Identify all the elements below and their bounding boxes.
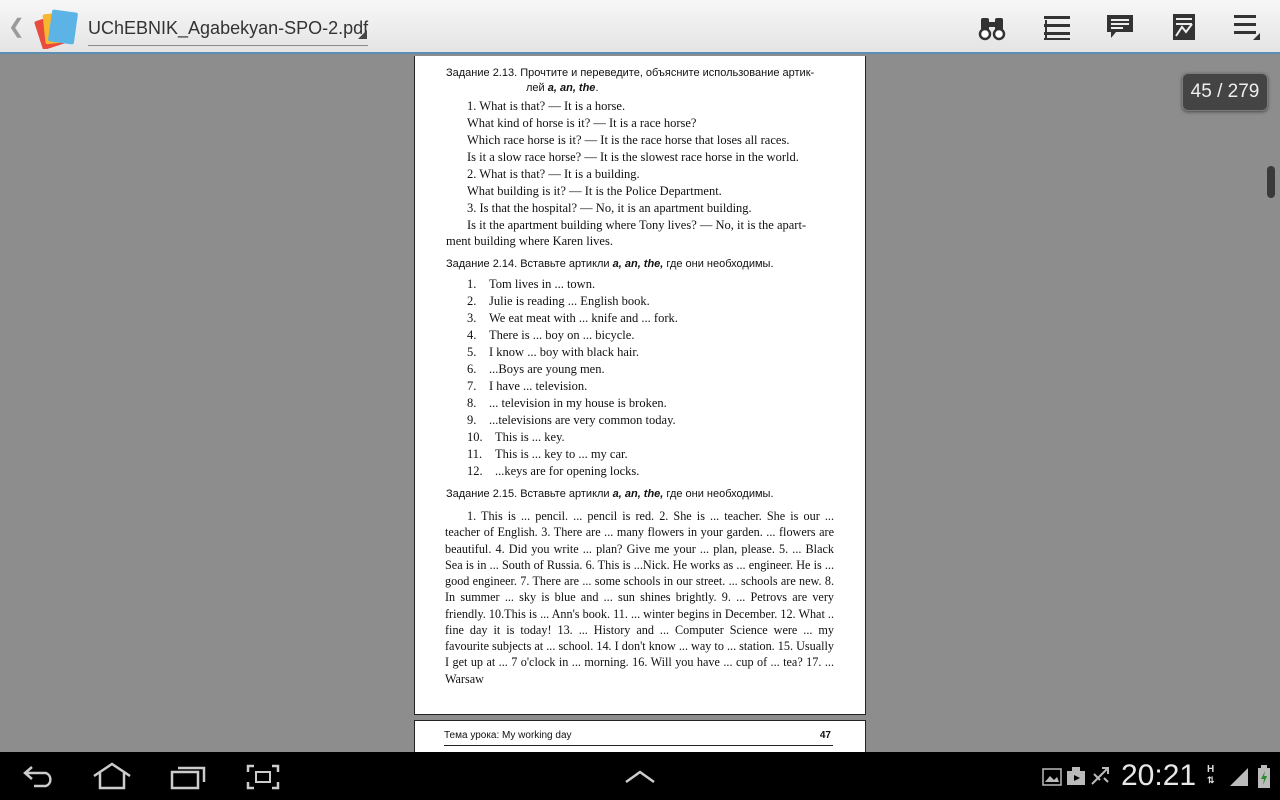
list-item bbox=[467, 430, 565, 445]
list-item-number: 4. bbox=[467, 328, 477, 342]
pdf-next-page[interactable] bbox=[414, 720, 866, 752]
text-line: What kind of horse is it? — It is a race horse? bbox=[467, 116, 697, 130]
text-line: Which race horse is it? — It is the race horse that loses all races. bbox=[467, 133, 790, 147]
text-line: 2. What is that? — It is a building. bbox=[467, 167, 640, 181]
list-item-text: This is ... key. bbox=[495, 430, 565, 444]
text-line: Is it the apartment building where Tony lives? — No, it is the apart- bbox=[467, 218, 807, 232]
list-item-text: ...televisions are very common today. bbox=[489, 413, 676, 427]
back-icon[interactable] bbox=[22, 764, 56, 788]
app-logo-icon[interactable] bbox=[34, 7, 82, 49]
list-item bbox=[467, 379, 587, 394]
page-footer: Тема урока: My working day bbox=[444, 730, 572, 741]
list-item-number: 10. bbox=[467, 430, 483, 444]
list-item bbox=[467, 413, 676, 428]
text-line: 3. Is that the hospital? — No, it is an apartment building. bbox=[467, 201, 752, 215]
dropdown-caret-icon bbox=[358, 30, 367, 39]
task-instruction-end: где они необходимы. bbox=[663, 258, 774, 270]
battery-icon[interactable] bbox=[1257, 765, 1271, 789]
text-line: 1. What is that? — It is a horse. bbox=[467, 99, 626, 113]
clock[interactable]: 20:21 bbox=[1121, 759, 1197, 792]
menu-icon[interactable] bbox=[1233, 12, 1261, 42]
pdf-page[interactable] bbox=[414, 56, 866, 715]
list-item-text: ... television in my house is broken. bbox=[489, 396, 667, 410]
list-item-text: There is ... boy on ... bicycle. bbox=[489, 328, 635, 342]
screenshot-icon[interactable] bbox=[246, 764, 280, 790]
task-label: Задание 2.14. bbox=[446, 258, 518, 270]
task-instruction: Вставьте артикли bbox=[520, 488, 613, 500]
list-item-text: I know ... boy with black hair. bbox=[489, 345, 639, 359]
list-item-text: We eat meat with ... knife and ... fork. bbox=[489, 311, 678, 325]
back-chevron-icon[interactable]: ❮ bbox=[8, 16, 25, 38]
list-item-text: I have ... television. bbox=[489, 379, 588, 393]
list-item-number: 3. bbox=[467, 311, 477, 325]
comment-icon[interactable] bbox=[1106, 12, 1134, 42]
document-title-dropdown[interactable]: UChEBNIK_Agabekyan-SPO-2.pdf bbox=[88, 18, 368, 46]
gallery-icon[interactable] bbox=[1042, 768, 1062, 786]
list-item bbox=[467, 345, 639, 360]
text-line: Is it a slow race horse? — It is the slowest race horse in the world. bbox=[467, 150, 799, 164]
task-instruction: Вставьте артикли bbox=[520, 258, 613, 270]
task-instruction-end: . bbox=[595, 82, 599, 94]
list-item-number: 12. bbox=[467, 464, 483, 478]
list-item-number: 9. bbox=[467, 413, 477, 427]
task-instruction: Прочтите и переведите, объясните использование артик- bbox=[520, 67, 815, 79]
list-item-text: Tom lives in ... town. bbox=[489, 277, 596, 291]
page-number: 47 bbox=[819, 730, 831, 741]
home-icon[interactable] bbox=[92, 762, 132, 790]
text-line: What building is it? — It is the Police Department. bbox=[467, 184, 722, 198]
task-heading-2-14 bbox=[446, 257, 841, 272]
task-heading-2-13 bbox=[446, 66, 841, 96]
outline-icon[interactable] bbox=[1043, 12, 1071, 42]
task-instruction-end: где они необходимы. bbox=[663, 488, 774, 500]
list-item bbox=[467, 294, 650, 309]
binoculars-icon[interactable] bbox=[978, 12, 1006, 42]
list-item-text: ...Boys are young men. bbox=[489, 362, 605, 376]
text-line: ment building where Karen lives. bbox=[446, 234, 613, 248]
task-label: Задание 2.13. bbox=[446, 67, 518, 79]
task-instruction-cont: лей bbox=[526, 82, 548, 94]
list-item-number: 7. bbox=[467, 379, 477, 393]
action-bar bbox=[0, 0, 1280, 54]
footer-rule bbox=[444, 745, 833, 746]
list-item-text: This is ... key to ... my car. bbox=[495, 447, 628, 461]
data-arrows-icon: ⇅ bbox=[1207, 775, 1215, 785]
task-articles: a, an, the, bbox=[612, 258, 664, 270]
list-item bbox=[467, 328, 634, 343]
signal-icon[interactable] bbox=[1228, 766, 1250, 788]
task-articles: a, an, the, bbox=[612, 488, 664, 500]
list-item bbox=[467, 464, 639, 479]
task-articles: a, an, the bbox=[547, 82, 596, 94]
recent-apps-icon[interactable] bbox=[170, 764, 206, 790]
annotate-icon[interactable] bbox=[1170, 12, 1198, 42]
list-item-number: 6. bbox=[467, 362, 477, 376]
network-type-label: H bbox=[1207, 764, 1215, 775]
up-arrow-icon[interactable] bbox=[624, 770, 656, 784]
task-heading-2-15 bbox=[446, 487, 841, 502]
system-bar bbox=[0, 752, 1280, 800]
exercise-paragraph: 1. This is ... pencil. ... pencil is red. 2. She is ... teacher. She is our ... teacher of English. 3. There are ... many flowers in your garden. ... flowers are beautiful. 4. Did you write ... plan? Give me your ... plan, please. 5. ... Black Sea is in ... South of Russia. 6. This is ...Nick. He works as ... engineer. He is ... good engineer. 7. There are ... some schools in our street. ... schools are new. 8. In summer ... sky is blue and ... sun shines brightly. 9. ... Petrovs are very friendly. 10.This is ... Ann's book. 11. ... winter begins in December. 12. What .. fine day it is today! 13. ... History and ... Computer Science were ... my favourite subjects at ... school. 14. I don't know ... way to ... station. 15. Usually I get up at ... 7 o'clock in ... morning. 16. Will you have ... cup of ... tea? 17. ... Warsaw bbox=[445, 509, 834, 686]
list-item-number: 1. bbox=[467, 277, 477, 291]
list-item bbox=[467, 277, 595, 292]
list-item-number: 2. bbox=[467, 294, 477, 308]
list-item bbox=[467, 311, 678, 326]
list-item-number: 8. bbox=[467, 396, 477, 410]
network-type bbox=[1207, 764, 1215, 786]
list-item bbox=[467, 362, 605, 377]
task-label: Задание 2.15. bbox=[446, 488, 518, 500]
scrollbar-thumb[interactable] bbox=[1267, 166, 1275, 198]
usb-icon[interactable] bbox=[1090, 766, 1112, 786]
list-item bbox=[467, 447, 628, 462]
list-item-number: 11. bbox=[467, 447, 483, 461]
list-item-number: 5. bbox=[467, 345, 477, 359]
page-indicator[interactable]: 45 / 279 bbox=[1182, 73, 1268, 111]
list-item bbox=[467, 396, 667, 411]
list-item-text: ...keys are for opening locks. bbox=[495, 464, 640, 478]
list-item-text: Julie is reading ... English book. bbox=[489, 294, 650, 308]
media-icon[interactable] bbox=[1066, 766, 1086, 786]
